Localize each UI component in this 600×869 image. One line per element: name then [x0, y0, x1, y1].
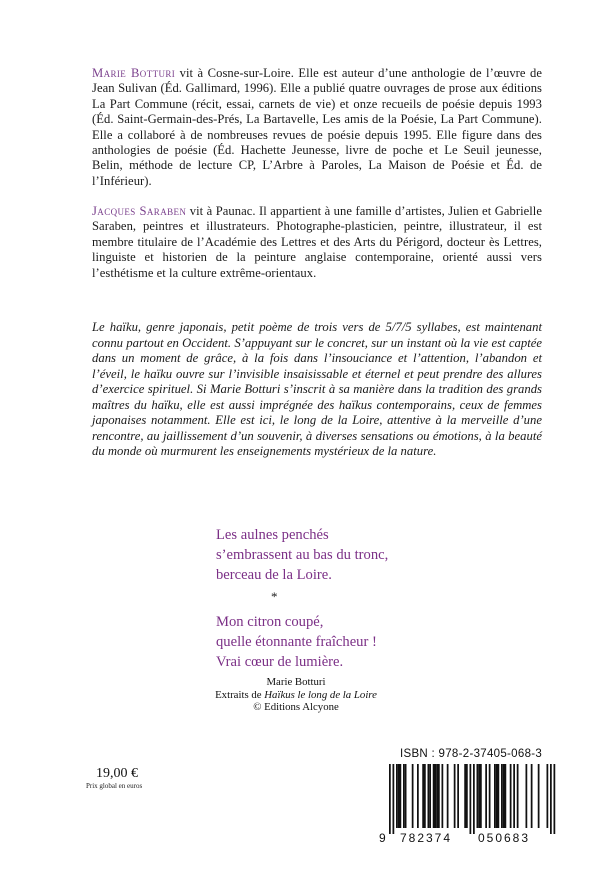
barcode-bar [424, 764, 426, 828]
credits-source [200, 689, 392, 702]
barcode-bar [496, 764, 498, 828]
haiku-1-line-2: s’embrassent au bas du tronc, [216, 547, 389, 563]
isbn: ISBN : 978-2-37405-068-3 [400, 748, 543, 760]
barcode-bar [554, 764, 556, 834]
barcode-bar [466, 764, 468, 828]
barcode-bar [517, 764, 519, 828]
haiku-1-line-1: Les aulnes penchés [216, 527, 329, 543]
bio-marie-text: vit à Cosne-sur-Loire. Elle est auteur d’une anthologie de l’œuvre de Jean Sulivan (Éd. Gallimard, 1996). Elle a publié quatre ouvrages de prose aux éditions La Part Commune (récit, essai, carnets de vie) et onze recueils de poésie depuis 1993 (Éd. Saint-Germain-des-Prés, La Bartavelle, Les amis de la Poésie, La Part Commune). Elle a collaboré à de nombreuses revues de poésie depuis 1995. Elle figure dans des anthologies de poésie (Éd. Hachette Jeunesse, livre de poche et Le Seuil jeunesse, Belin, méthode de lecture CP, L’Arbre à Paroles, La Maison de Poésie et Éd. de l’Inférieur). [92, 66, 542, 188]
barcode-bar [429, 764, 431, 828]
barcode-bar [526, 764, 528, 828]
credits-author: Marie Botturi [266, 676, 326, 688]
excerpt-credits [200, 676, 392, 714]
barcode-bar [447, 764, 449, 828]
barcode-bar [480, 764, 482, 828]
barcode-bar [457, 764, 459, 828]
barcode-bar [464, 764, 466, 828]
barcode-bar [473, 764, 475, 834]
barcode-bar [489, 764, 491, 828]
isbn-barcode [376, 762, 562, 846]
barcode-bar [435, 764, 437, 828]
haiku-2-line-1: Mon citron coupé, [216, 614, 324, 630]
haiku-2-line-3: Vrai cœur de lumière. [216, 654, 344, 670]
barcode-bar [470, 764, 472, 834]
barcode-bar [428, 764, 430, 828]
barcode-bar [477, 764, 479, 828]
price: 19,00 € [96, 766, 138, 781]
price-note: Prix global en euros [86, 782, 143, 790]
barcode-bar [501, 764, 503, 828]
barcode-bar [478, 764, 480, 828]
bio-marie-botturi [92, 66, 542, 189]
barcode-bar [505, 764, 507, 828]
barcode-bar [513, 764, 515, 828]
haiku-excerpt-2 [216, 612, 516, 672]
barcode-bar [503, 764, 505, 828]
barcode-bar [436, 764, 438, 828]
barcode-bar [389, 764, 391, 834]
barcode-bar [438, 764, 440, 828]
bio-jacques-text: vit à Paunac. Il appartient à une famille d’artistes, Julien et Gabrielle Saraben, peintres et illustrateurs. Photographe-plasticien, peintre, illustrateur, il est membre titulaire de l’Académie des Lettres et des Arts du Périgord, docteur ès Lettres, linguiste et historien de la peinture anglaise contemporaine, orienté aussi vers l’esthétisme et la culture extrême-orientaux. [92, 204, 542, 280]
barcode-bar [498, 764, 500, 828]
barcode-bar [417, 764, 419, 828]
barcode-bar [400, 764, 402, 828]
barcode-bar [422, 764, 424, 828]
barcode-bar [531, 764, 533, 828]
barcode-bar [396, 764, 398, 828]
author-name-marie: Marie Botturi [92, 66, 176, 80]
barcode-bar [550, 764, 552, 834]
barcode-bar [398, 764, 400, 828]
barcode-bar [393, 764, 395, 834]
credits-publisher: © Editions Alcyone [253, 701, 339, 714]
haiku-1-line-3: berceau de la Loire. [216, 567, 332, 583]
barcode-bar [412, 764, 414, 828]
barcode-bar [510, 764, 512, 828]
haiku-2-line-2: quelle étonnante fraîcheur ! [216, 634, 377, 650]
barcode-bar [403, 764, 405, 828]
barcode-bar [538, 764, 540, 828]
barcode-right-digits: 050683 [477, 831, 531, 845]
credits-book-title: Haïkus le long de la Loire [264, 688, 377, 701]
book-presentation: Le haïku, genre japonais, petit poème de trois vers de 5/7/5 syllabes, est maintenant connu partout en Occident. S’appuyant sur le concret, sur un instant où la vie est captée dans un moment de grâce, à la fois dans l’insouciance et l’attention, l’abandon et l’éveil, le haïku ouvre sur l’invisible insaisissable et éternel et peut prendre des allures d’exercice spirituel. Si Marie Botturi s’inscrit à sa manière dans la tradition des grands maîtres du haïku, elle est aussi imprégnée des haïkus contemporains, ceux de femmes japonaises notamment. Elle est ici, le long de la Loire, attentive à la merveille d’une rencontre, au jaillissement d’un souvenir, à diverses sensations ou émotions, à la beauté du monde où murmurent les enseignements mystérieux de la nature. [92, 320, 542, 458]
barcode-bar [405, 764, 407, 828]
bio-jacques-saraben [92, 204, 542, 281]
haiku-excerpt-1 [216, 525, 516, 585]
haiku-separator: * [271, 589, 278, 604]
barcode-first-digit: 9 [379, 831, 386, 845]
barcode-bar [454, 764, 456, 828]
barcode-graphic [376, 762, 562, 846]
barcode-bar [442, 764, 444, 828]
barcode-bar [485, 764, 487, 828]
credits-extract-prefix: Extraits de [215, 688, 265, 701]
barcode-left-digits: 782374 [399, 831, 453, 845]
author-name-jacques: Jacques Saraben [92, 204, 187, 218]
barcode-bar [494, 764, 496, 828]
barcode-bar [433, 764, 435, 828]
barcode-bar [547, 764, 549, 828]
